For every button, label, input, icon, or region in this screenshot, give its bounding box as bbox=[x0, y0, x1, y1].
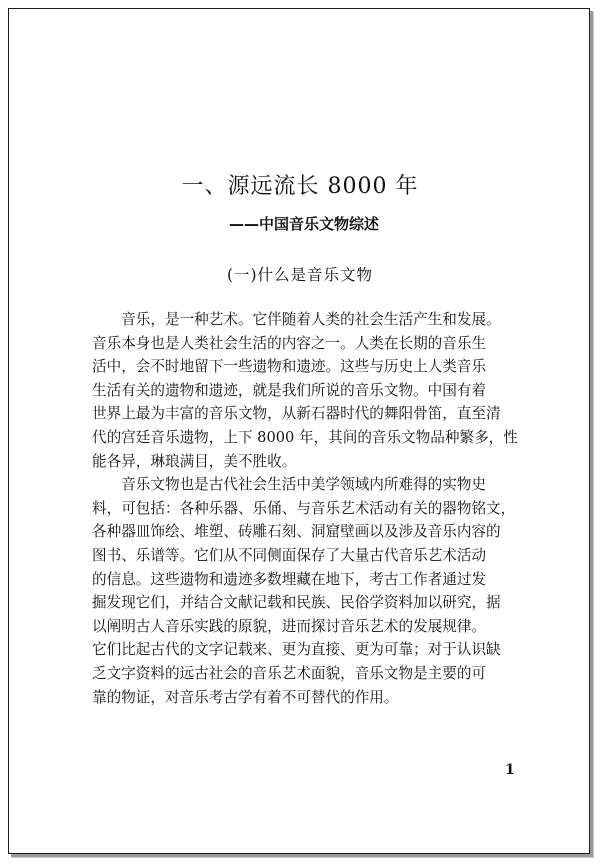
paragraph-2 bbox=[92, 473, 519, 709]
text-line: 代的宫廷音乐遗物，上下 8000 年，其间的音乐文物品种繁多，性 bbox=[92, 428, 518, 446]
page-number: 1 bbox=[505, 762, 515, 778]
paragraph-1 bbox=[92, 308, 519, 473]
text-line: 乏文字资料的远古社会的音乐艺术面貌，音乐文物是主要的可 bbox=[92, 664, 487, 682]
text-line: 掘发现它们，并结合文献记载和民族、民俗学资料加以研究，据 bbox=[92, 594, 501, 612]
text-line: 靠的物证，对音乐考古学有着不可替代的作用。 bbox=[92, 688, 399, 706]
book-page bbox=[8, 8, 590, 854]
text-line: 各种器皿饰绘、堆塑、砖雕石刻、洞窟壁画以及涉及音乐内容的 bbox=[92, 523, 501, 541]
text-line: 音乐，是一种艺术。它伴随着人类的社会生活产生和发展。 bbox=[121, 311, 501, 328]
text-line: 世界上最为丰富的音乐文物，从新石器时代的舞阳骨笛，直至清 bbox=[92, 405, 501, 423]
text-line: 以阐明古人音乐实践的原貌，进而探讨音乐艺术的发展规律。 bbox=[92, 617, 487, 635]
text-line: 生活有关的遗物和遗迹，就是我们所说的音乐文物。中国有着 bbox=[92, 381, 487, 399]
text-line: 它们比起古代的文字记载来、更为直接、更为可靠；对于认识缺 bbox=[92, 641, 501, 659]
section-heading: (一)什么是音乐文物 bbox=[226, 266, 374, 284]
chapter-subtitle: ——中国音乐文物综述 bbox=[229, 215, 380, 233]
text-line: 音乐文物也是古代社会生活中美学领域内所难得的实物史 bbox=[121, 476, 487, 494]
text-line: 料，可包括：各种乐器、乐俑、与音乐艺术活动有关的器物铭文， bbox=[92, 499, 516, 517]
text-line: 能各异，琳琅满目，美不胜收。 bbox=[92, 452, 297, 470]
text-line: 的信息。这些遗物和遗迹多数埋藏在地下，考古工作者通过发 bbox=[92, 570, 487, 588]
chapter-title: 一、源远流长 8000 年 bbox=[181, 174, 419, 199]
text-line: 图书、乐谱等。它们从不同侧面保存了大量古代音乐艺术活动 bbox=[92, 546, 487, 564]
text-line: 活中，会不时地留下一些遗物和遗迹。这些与历史上人类音乐 bbox=[92, 358, 487, 376]
text-line: 音乐本身也是人类社会生活的内容之一。人类在长期的音乐生 bbox=[92, 334, 487, 352]
body-text bbox=[92, 308, 519, 709]
